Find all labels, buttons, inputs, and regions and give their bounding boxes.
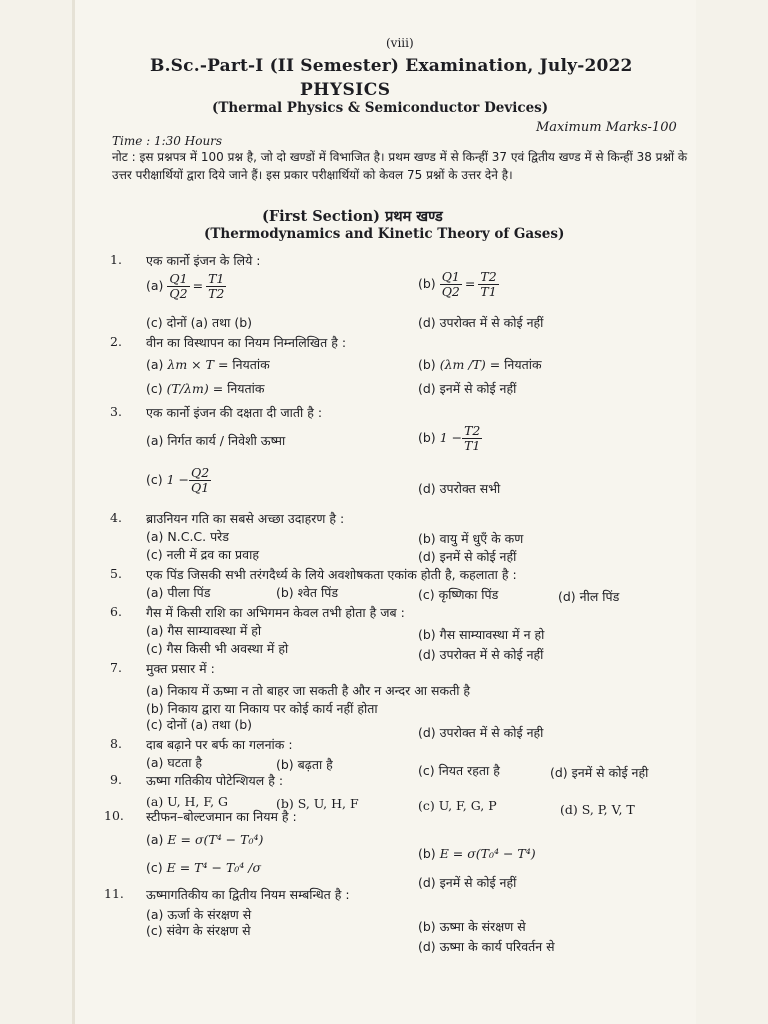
option-b: (b) बढ़ता है (276, 757, 333, 772)
denominator: Q2 (441, 284, 460, 299)
option-b: (b) S, U, H, F (276, 796, 359, 811)
option-c (146, 380, 265, 397)
option-label: (c) (146, 860, 163, 875)
option-a: (a) $\frac{Q1}{Q2}$ = $\frac{T1}{T2}$ (146, 271, 225, 301)
option-c (146, 466, 211, 495)
numerator: T2 (464, 423, 481, 438)
option-a: (a) निकाय में ऊष्मा न तो बाहर जा सकती है और न अन्दर आ सकती है (146, 683, 471, 698)
fraction (167, 272, 189, 301)
subject-title: PHYSICS (300, 80, 391, 100)
option-label: (c) (146, 381, 163, 396)
option-d: (d) उपरोक्त सभी (418, 481, 501, 496)
section-title: (First Section) प्रथम खण्ड (262, 208, 443, 225)
page-number: (viii) (386, 36, 414, 50)
numerator: Q2 (191, 465, 210, 480)
numerator: Q1 (441, 269, 460, 284)
option-text: = नियतांक (217, 357, 270, 372)
formula: E = σ(T⁴ − T₀⁴) (167, 832, 264, 847)
option-label: (b) (418, 430, 436, 445)
question-number: 3. (110, 404, 122, 419)
formula: (T/λm) (166, 381, 209, 396)
question-number: 7. (110, 660, 122, 675)
question-number: 10. (104, 808, 124, 823)
option-d: (d) ऊष्मा के कार्य परिवर्तन से (418, 939, 555, 954)
formula: (λm /T) (439, 357, 486, 372)
option-text: = नियतांक (212, 381, 265, 396)
option-a (146, 356, 270, 373)
maximum-marks: Maximum Marks-100 (536, 120, 677, 135)
option-c: (c) संवेग के संरक्षण से (146, 923, 251, 938)
question-text: दाब बढ़ाने पर बर्फ का गलनांक : (146, 737, 293, 752)
option-d: (d) इनमें से कोई नहीं (418, 875, 517, 890)
formula: E = σ(T₀⁴ − T⁴) (439, 846, 536, 861)
fraction (462, 424, 482, 453)
option-c: (c) नियत रहता है (418, 763, 500, 778)
option-c: (c) नली में द्रव का प्रवाह (146, 547, 259, 562)
option-a: (a) गैस साम्यावस्था में हो (146, 623, 262, 638)
fraction (440, 270, 462, 299)
question-number: 8. (110, 736, 122, 751)
question-number: 9. (110, 772, 122, 787)
fraction (189, 466, 211, 495)
question-number: 6. (110, 604, 122, 619)
option-label: (a) (146, 357, 164, 372)
fraction (206, 272, 226, 301)
option-a: (a) पीला पिंड (146, 585, 211, 600)
denominator: T2 (208, 286, 225, 301)
formula: E = T⁴ − T₀⁴ /σ (166, 860, 262, 875)
option-d: (d) उपरोक्त में से कोई नहीं (418, 315, 544, 330)
question-text: वीन का विस्थापन का नियम निम्नलिखित है : (146, 335, 347, 350)
option-b (418, 846, 536, 861)
paper-title: (Thermal Physics & Semiconductor Devices) (212, 100, 549, 116)
option-label: (b) (418, 846, 436, 861)
time-allowed: Time : 1:30 Hours (112, 134, 223, 148)
option-b: (b) $\frac{Q1}{Q2}$ = $\frac{T2}{T1}$ (418, 269, 497, 299)
denominator: Q2 (169, 286, 188, 301)
numerator: T1 (208, 271, 225, 286)
question-number: 1. (110, 252, 122, 267)
question-text: एक कार्नो इंजन के लिये : (146, 253, 261, 268)
question-text: ब्राउनियन गति का सबसे अच्छा उदाहरण है : (146, 511, 345, 526)
question-text: एक पिंड जिसकी सभी तरंगदैर्ध्य के लिये अवशोषकता एकांक होती है, कहलाता है : (146, 567, 517, 582)
option-c: (c) U, F, G, P (418, 798, 497, 813)
option-d: (d) इनमें से कोई नहीं (418, 549, 517, 564)
option-c: (c) कृष्णिका पिंड (418, 587, 499, 602)
option-label: (a) (146, 832, 164, 847)
exam-title: B.Sc.-Part-I (II Semester) Examination, July-2022 (150, 56, 633, 76)
option-a: (a) N.C.C. परेड (146, 529, 229, 544)
option-c: (c) दोनों (a) तथा (b) (146, 315, 253, 330)
option-d: (d) नील पिंड (558, 589, 620, 604)
question-text: ऊष्मागतिकीय का द्वितीय नियम सम्बन्धित है : (146, 887, 350, 902)
option-b: (b) निकाय द्वारा या निकाय पर कोई कार्य नहीं होता (146, 701, 378, 716)
option-a: (a) U, H, F, G (146, 794, 229, 809)
question-text: स्टीफन–बोल्टजमान का नियम है : (146, 809, 297, 824)
option-b: (b) वायु में धुएँ के कण (418, 531, 524, 546)
option-label: (b) (418, 276, 436, 291)
denominator: Q1 (191, 480, 210, 495)
numerator: Q1 (169, 271, 188, 286)
option-c: (c) गैस किसी भी अवस्था में हो (146, 641, 289, 656)
denominator: T1 (464, 438, 481, 453)
question-number: 2. (110, 334, 122, 349)
question-number: 11. (104, 886, 124, 901)
option-c: (c) दोनों (a) तथा (b) (146, 717, 253, 732)
question-text: ऊष्मा गतिकीय पोटेन्शियल है : (146, 773, 284, 788)
option-text: = नियतांक (489, 357, 542, 372)
option-b: (b) श्वेत पिंड (276, 585, 339, 600)
option-d: (d) इनमें से कोई नहीं (418, 381, 517, 396)
formula: 1 − (439, 430, 463, 445)
question-number: 4. (110, 510, 122, 525)
option-a: (a) घटता है (146, 755, 203, 770)
option-d: (d) इनमें से कोई नही (550, 765, 649, 780)
formula: λm × T (167, 357, 214, 372)
option-b (418, 424, 482, 453)
option-d: (d) S, P, V, T (560, 802, 635, 817)
option-b: (b) ऊष्मा के संरक्षण से (418, 919, 526, 934)
question-text: एक कार्नो इंजन की दक्षता दी जाती है : (146, 405, 323, 420)
option-a (146, 832, 263, 847)
question-text: गैस में किसी राशि का अभिगमन केवल तभी होता है जब : (146, 605, 405, 620)
formula: 1 − (166, 472, 190, 487)
option-d: (d) उपरोक्त में से कोई नहीं (418, 647, 544, 662)
question-text: मुक्त प्रसार में : (146, 661, 215, 676)
section-subtitle: (Thermodynamics and Kinetic Theory of Gases) (204, 226, 565, 242)
instructions-note: नोट : इस प्रश्नपत्र में 100 प्रश्न है, जो दो खण्डों में विभाजित है। प्रथम खण्ड में से किन्हीं 37 एवं द्वितीय खण्ड में से किन्हीं 38 प्रश्नों के उत्तर परीक्षार्थियों द्वारा दिये जाने हैं। इस प्रकार परीक्षार्थियों को केवल 75 प्रश्नों के उत्तर देने है। (112, 150, 688, 182)
fraction (478, 270, 498, 299)
option-d: (d) उपरोक्त में से कोई नही (418, 725, 544, 740)
option-a: (a) निर्गत कार्य / निवेशी ऊष्मा (146, 433, 286, 448)
option-label: (a) (146, 278, 164, 293)
option-a: (a) ऊर्जा के संरक्षण से (146, 907, 252, 922)
option-b (418, 356, 542, 373)
option-label: (b) (418, 357, 436, 372)
numerator: T2 (480, 269, 497, 284)
question-number: 5. (110, 566, 122, 581)
denominator: T1 (480, 284, 497, 299)
option-c (146, 860, 261, 875)
option-label: (c) (146, 472, 163, 487)
option-b: (b) गैस साम्यावस्था में न हो (418, 627, 545, 642)
